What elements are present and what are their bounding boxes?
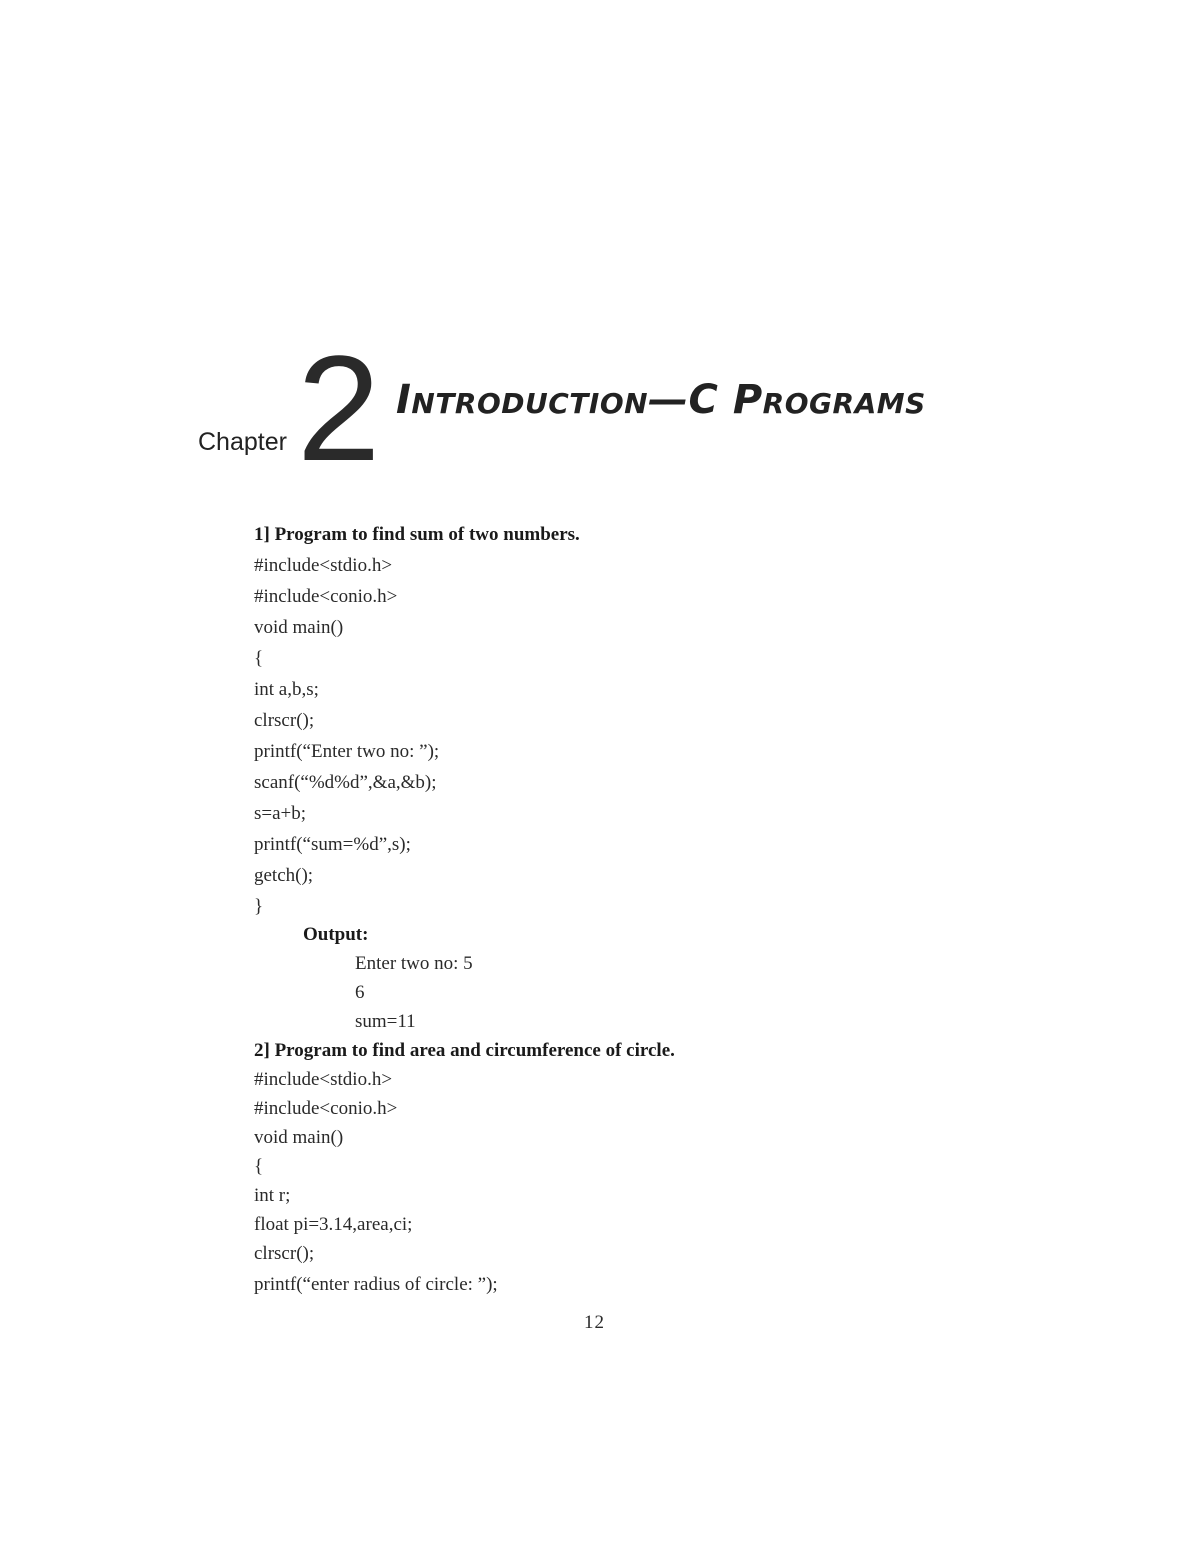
chapter-title: Introduction—C Programs (396, 377, 926, 423)
code-line: int a,b,s; (254, 679, 319, 700)
output-line: Enter two no: 5 (355, 953, 473, 974)
code-line: clrscr(); (254, 1243, 315, 1264)
code-line: printf(“sum=%d”,s); (254, 834, 411, 855)
code-line: getch(); (254, 865, 314, 886)
program-1-heading: 1] Program to find sum of two numbers. (254, 524, 580, 545)
code-line: #include<conio.h> (254, 1098, 398, 1119)
code-line: { (254, 1156, 264, 1177)
program-2-heading: 2] Program to find area and circumference of circle. (254, 1040, 675, 1061)
chapter-label: Chapter (198, 428, 287, 456)
code-line: { (254, 648, 264, 669)
output-label: Output: (303, 924, 369, 945)
code-line: float pi=3.14,area,ci; (254, 1214, 413, 1235)
code-line: void main() (254, 617, 344, 638)
code-line: #include<stdio.h> (254, 1069, 393, 1090)
code-line: #include<conio.h> (254, 586, 398, 607)
code-line: s=a+b; (254, 803, 307, 824)
code-line: scanf(“%d%d”,&a,&b); (254, 772, 437, 793)
output-line: 6 (355, 982, 365, 1003)
code-line: int r; (254, 1185, 291, 1206)
page-number: 12 (584, 1312, 605, 1333)
code-line: printf(“enter radius of circle: ”); (254, 1274, 498, 1295)
output-line: sum=11 (355, 1011, 416, 1032)
code-line: void main() (254, 1127, 344, 1148)
code-line: } (254, 896, 264, 917)
chapter-number: 2 (297, 324, 381, 492)
code-line: #include<stdio.h> (254, 555, 393, 576)
code-line: printf(“Enter two no: ”); (254, 741, 440, 762)
code-line: clrscr(); (254, 710, 315, 731)
